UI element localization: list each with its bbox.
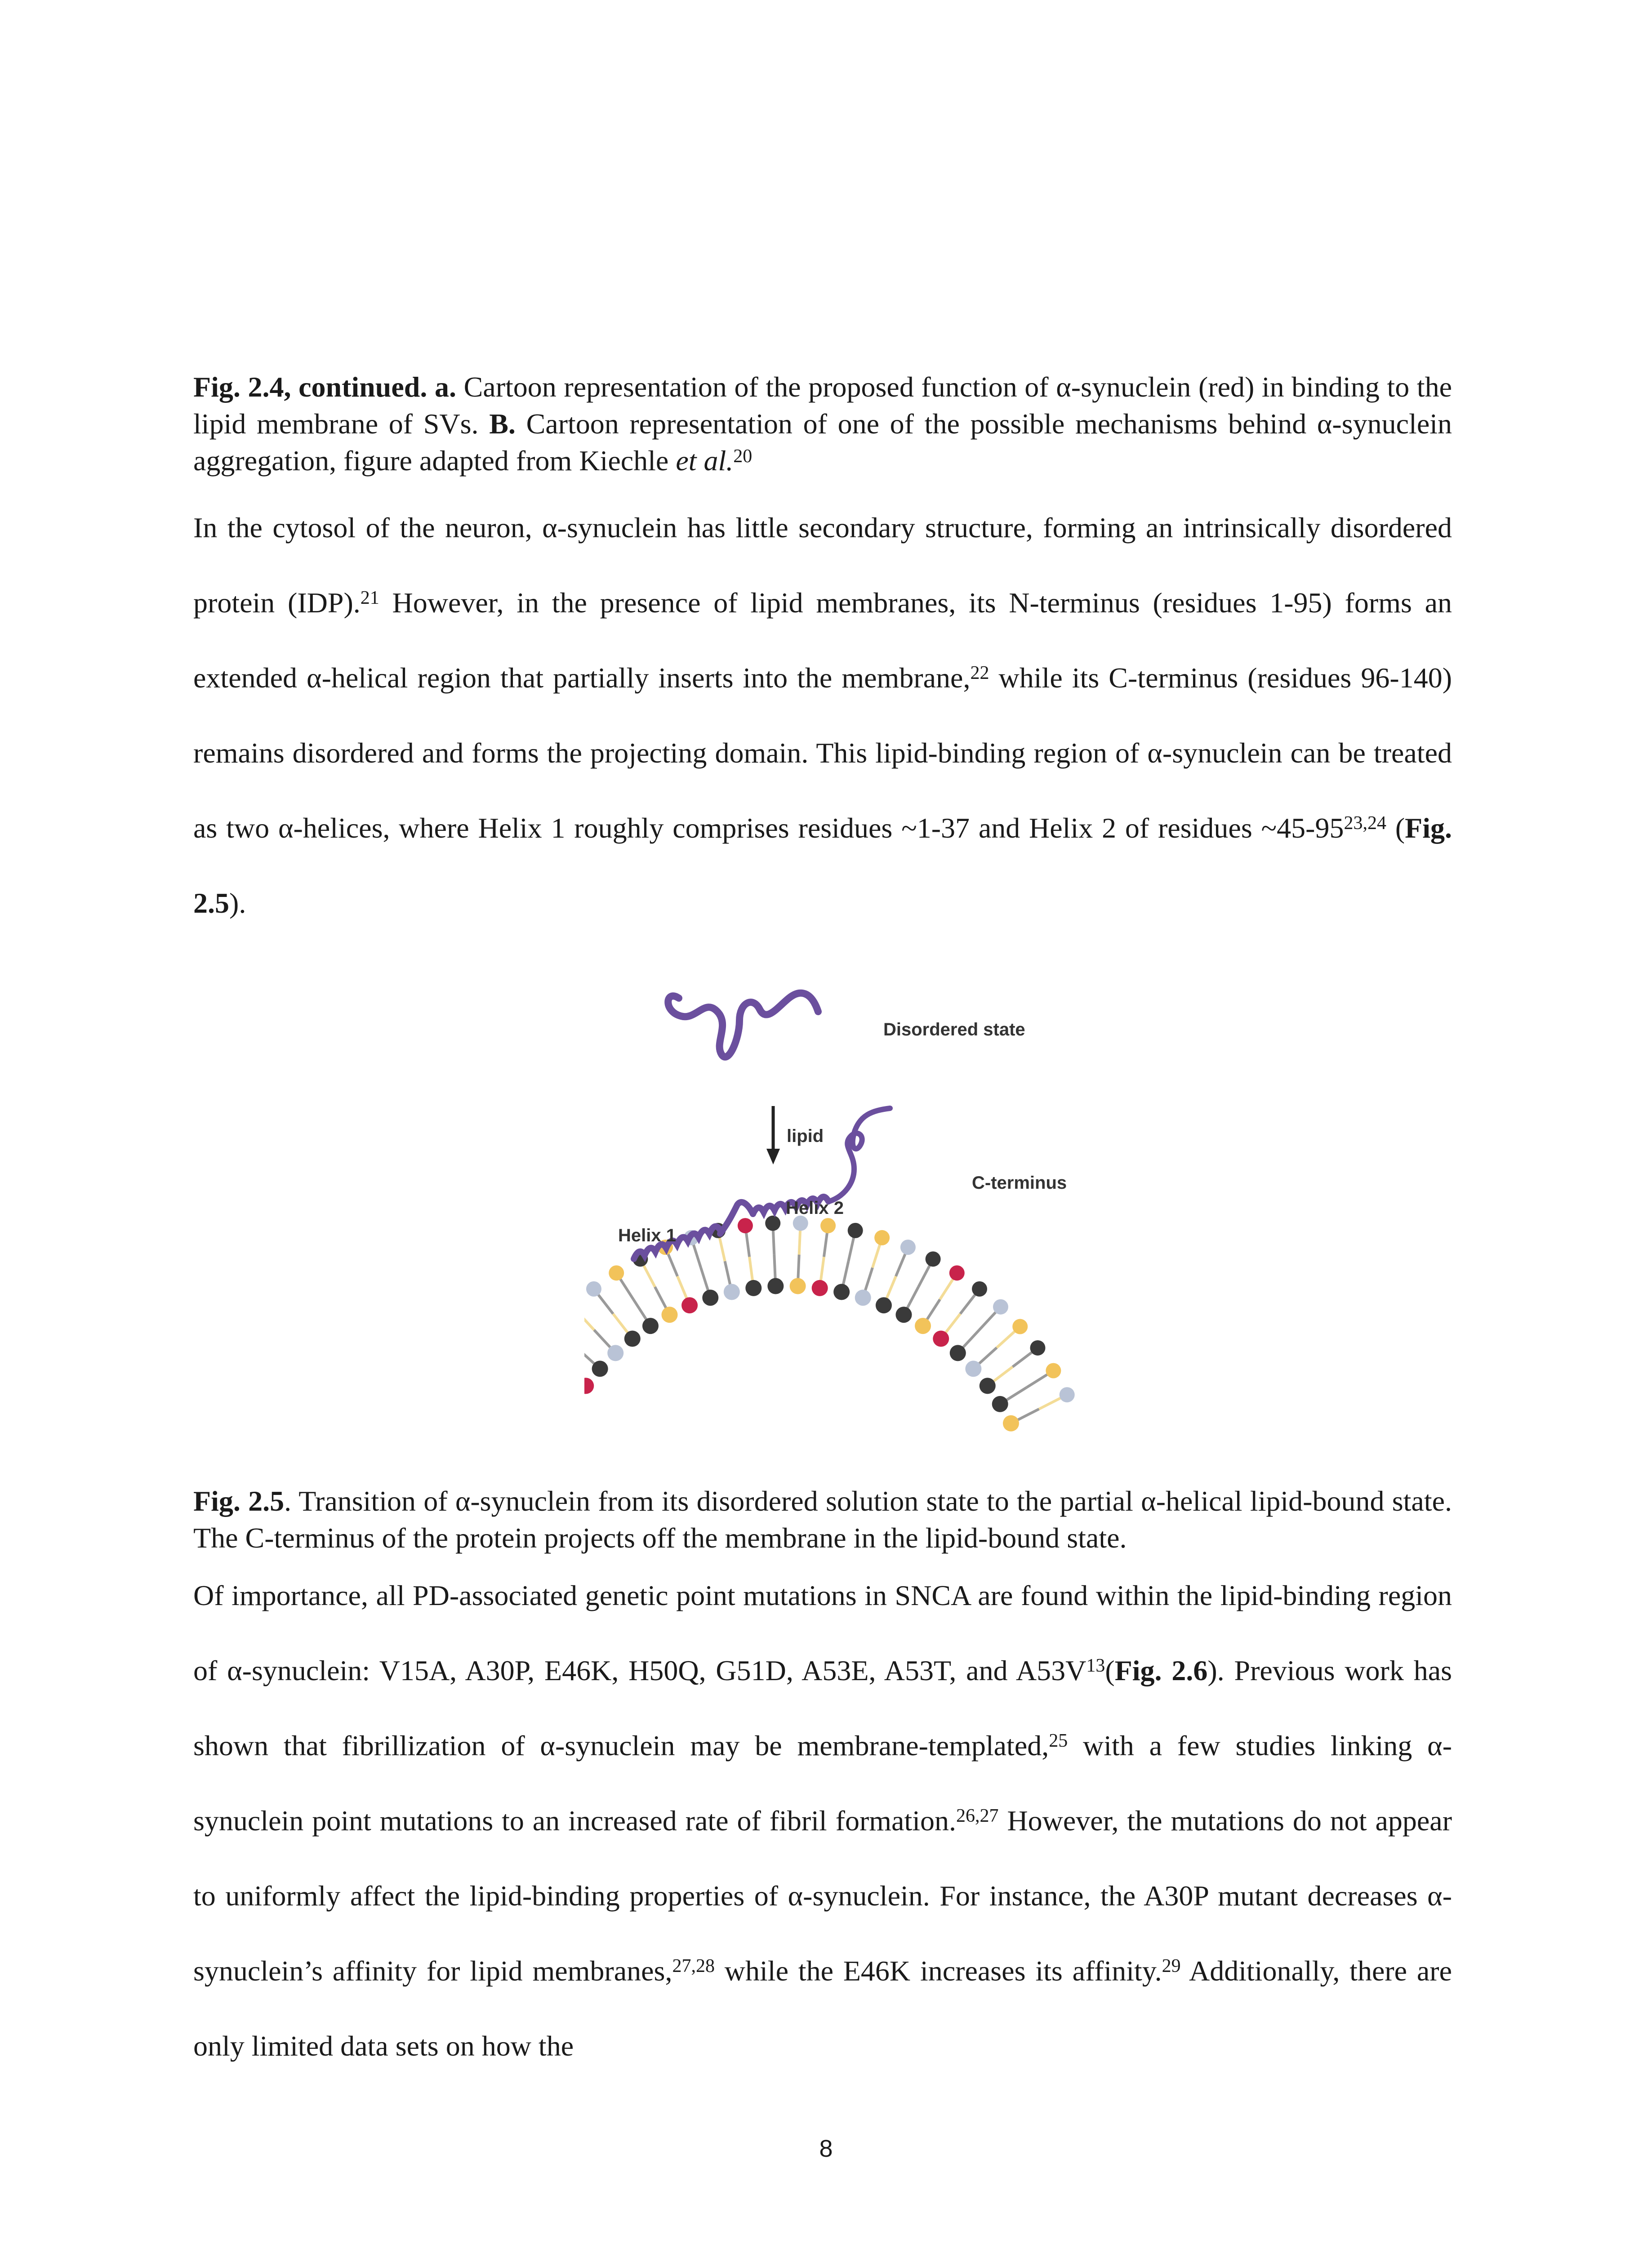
arrow-head <box>766 1149 780 1164</box>
lipid-head-inner <box>607 1345 623 1361</box>
lipid-head-inner <box>790 1278 806 1294</box>
lipid-head-outer <box>609 1265 624 1280</box>
lipid-head-outer <box>949 1265 965 1280</box>
para1-text-2: However, in the presence of lipid membranes, its N-terminus (residues 1-95) forms an extended α-helical region that partially inserts into the membrane, <box>193 587 1452 694</box>
caption-etal: et al. <box>676 445 734 477</box>
lipid-head-inner <box>724 1284 740 1300</box>
lipid-label: lipid <box>787 1126 824 1146</box>
para1-fig-ref: Fig. 2.5 <box>193 812 1452 919</box>
para2-text-2: ( <box>1105 1655 1115 1686</box>
caption-fig-2-5 <box>193 1483 1452 1557</box>
lipid-head-inner <box>812 1280 828 1296</box>
lipid-head-outer <box>1046 1363 1061 1378</box>
helix-1-label: Helix 1 <box>618 1226 676 1245</box>
lipid-head-outer <box>1060 1387 1075 1402</box>
para1-ref-3: 23,24 <box>1344 813 1386 834</box>
para2-ref-2: 25 <box>1049 1731 1068 1751</box>
lipid-head-outer <box>972 1281 987 1297</box>
lipid-head-inner <box>992 1396 1008 1412</box>
lipid-head-inner <box>895 1307 912 1323</box>
caption-a-text: Cartoon representation of the proposed function of α-synuclein (red) in binding to the lipid membrane of SVs. <box>193 371 1452 440</box>
lipid-head-inner <box>876 1297 892 1313</box>
c-terminus-label: C-terminus <box>972 1173 1067 1193</box>
para1-ref-1: 21 <box>360 588 379 608</box>
para1-ref-2: 22 <box>970 663 989 683</box>
lipid-head-inner <box>624 1331 641 1347</box>
lipid-head-outer <box>820 1218 836 1233</box>
lipid-head-inner <box>584 1378 594 1394</box>
lipid-head-outer <box>993 1299 1008 1315</box>
para2-text-3: ). Previous work has shown that fibrillization of α-synuclein may be membrane-templated, <box>193 1655 1452 1762</box>
caption-b-label: B. <box>489 408 516 440</box>
para2-ref-1: 13 <box>1086 1655 1105 1676</box>
paragraph-1 <box>193 490 1452 941</box>
caption-label: Fig. 2.4, continued. <box>193 371 427 403</box>
para2-text-5: However, the mutations do not appear to uniformly affect the lipid-binding properties of α-synuclein. For instance, the A30P mutant decreases α-synuclein’s affinity for lipid membranes, <box>193 1805 1452 1987</box>
lipid-head-inner <box>965 1360 981 1377</box>
caption-b-text: Cartoon representation of one of the possible mechanisms behind α-synuclein aggregation, figure adapted from Kiechle <box>193 408 1452 477</box>
disordered-protein-chain <box>668 993 818 1057</box>
lipid-head-inner <box>702 1289 718 1306</box>
caption-fig25-text: . Transition of α-synuclein from its disordered solution state to the partial α-helical lipid-bound state. The C-terminus of the protein projects off the membrane in the lipid-bound state. <box>193 1485 1452 1554</box>
lipid-head-inner <box>980 1378 996 1394</box>
para2-text-1: Of importance, all PD-associated genetic point mutations in SNCA are found within the lipid-binding region of α-synuclein: V15A, A30P, E46K, H50Q, G51D, A53E, A53T, and A53V <box>193 1579 1452 1686</box>
disordered-state-label: Disordered state <box>883 1020 1025 1039</box>
lipid-head-outer <box>1012 1319 1028 1334</box>
lipid-head-inner <box>642 1318 659 1334</box>
lipid-tail <box>584 1307 594 1330</box>
lipid-head-inner <box>745 1280 761 1296</box>
lipid-head-inner <box>662 1307 678 1323</box>
figure-2-5 <box>584 971 1079 1457</box>
helix-2-label: Helix 2 <box>786 1198 844 1218</box>
caption-fig-2-4 <box>193 369 1452 479</box>
lipid-head-inner <box>681 1297 698 1313</box>
lipid-head-inner <box>833 1284 850 1300</box>
lipid-head-outer <box>738 1218 753 1233</box>
lipid-head-outer <box>765 1216 780 1231</box>
c-terminus-tail <box>829 1108 890 1201</box>
lipid-head-inner <box>950 1345 966 1361</box>
caption-a-label: a. <box>434 371 456 403</box>
para2-ref-5: 29 <box>1162 1956 1181 1976</box>
lipid-head-outer <box>848 1223 863 1238</box>
paragraph-2 <box>193 1558 1452 2083</box>
page-number: 8 <box>819 2135 833 2162</box>
lipid-head-inner <box>915 1318 931 1334</box>
lipid-head-outer <box>900 1240 916 1255</box>
para1-text-4: ( <box>1395 812 1405 844</box>
lipid-head-outer <box>586 1281 601 1297</box>
lipid-head-outer <box>874 1230 890 1245</box>
para2-fig-ref: Fig. 2.6 <box>1114 1655 1208 1686</box>
para2-text-7: Additionally, there are only limited data sets on how the <box>193 1955 1452 2062</box>
para1-text-5: ). <box>229 887 246 919</box>
lipid-head-inner <box>592 1360 608 1377</box>
para2-text-4: with a few studies linking α-synuclein point mutations to an increased rate of fibril formation. <box>193 1730 1452 1837</box>
para2-text-6: while the E46K increases its affinity. <box>724 1955 1162 1987</box>
lipid-head-inner <box>855 1289 871 1306</box>
para1-text-1: In the cytosol of the neuron, α-synuclein has little secondary structure, forming an intrinsically disordered protein (IDP). <box>193 512 1452 619</box>
caption-ref: 20 <box>733 446 753 467</box>
caption-fig25-label: Fig. 2.5 <box>193 1485 285 1517</box>
para1-text-3: while its C-terminus (residues 96-140) remains disordered and forms the projecting domain. This lipid-binding region of α-synuclein can be treated as two α-helices, where Helix 1 roughly comprises residues ~1-37 and Helix 2 of residues ~45-95 <box>193 662 1452 844</box>
lipid-head-inner <box>933 1331 949 1347</box>
para2-ref-4: 27,28 <box>672 1956 715 1976</box>
para2-ref-3: 26,27 <box>956 1806 999 1826</box>
lipid-head-outer <box>1030 1340 1045 1356</box>
lipid-head-inner <box>1003 1415 1019 1432</box>
lipid-head-inner <box>767 1278 784 1294</box>
lipid-head-outer <box>926 1251 941 1267</box>
